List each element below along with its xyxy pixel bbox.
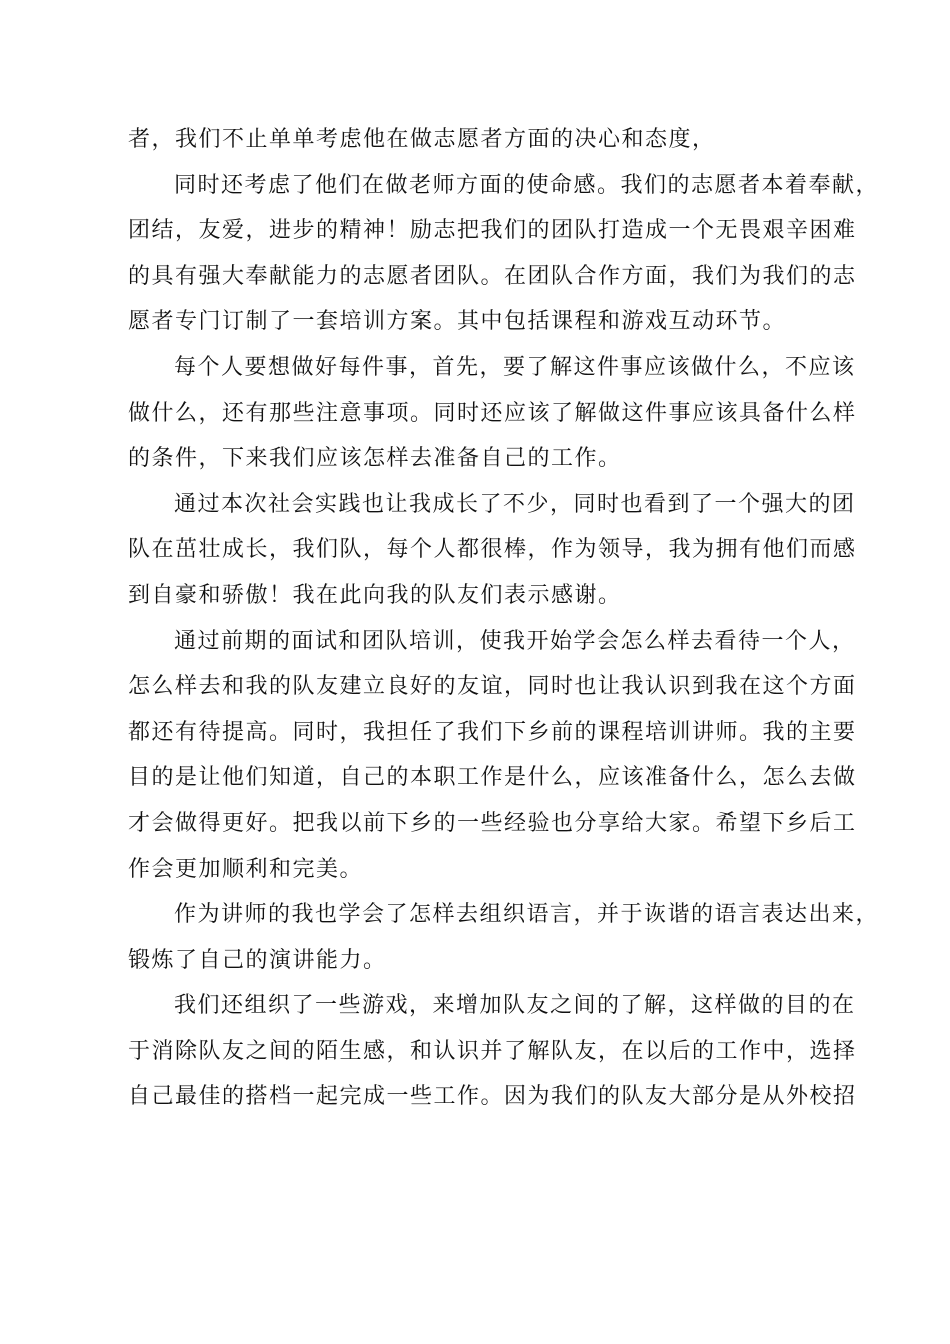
text-line-4: 的具有强大奉献能力的志愿者团队。在团队合作方面，我们为我们的志 <box>128 263 857 289</box>
text-line-3: 团结，友爱，进步的精神！励志把我们的团队打造成一个无畏艰辛困难 <box>128 218 857 244</box>
document-body <box>128 117 880 1120</box>
text-line-5: 愿者专门订制了一套培训方案。其中包括课程和游戏互动环节。 <box>128 309 787 335</box>
text-line-11: 到自豪和骄傲！我在此向我的队友们表示感谢。 <box>128 582 622 608</box>
text-line-1: 者，我们不止单单考虑他在做志愿者方面的决心和态度， <box>128 127 716 152</box>
text-line-8: 的条件，下来我们应该怎样去准备自己的工作。 <box>128 446 622 472</box>
text-line-17: 作会更加顺利和完美。 <box>128 856 364 882</box>
paragraph-start-line-2: 同时还考虑了他们在做老师方面的使命感。我们的志愿者本着奉献， <box>174 172 880 198</box>
text-line-15: 目的是让他们知道，自己的本职工作是什么，应该准备什么，怎么去做 <box>128 765 857 791</box>
text-line-13: 怎么样去和我的队友建立良好的友谊，同时也让我认识到我在这个方面 <box>128 674 857 700</box>
text-line-16: 才会做得更好。把我以前下乡的一些经验也分享给大家。希望下乡后工 <box>128 810 857 836</box>
paragraph-start-line-9: 通过本次社会实践也让我成长了不少，同时也看到了一个强大的团 <box>174 491 856 517</box>
text-line-19: 锻炼了自己的演讲能力。 <box>128 947 387 973</box>
paragraph-start-line-18: 作为讲师的我也学会了怎样去组织语言，并于诙谐的语言表达出来， <box>174 902 880 928</box>
text-line-14: 都还有待提高。同时，我担任了我们下乡前的课程培训讲师。我的主要 <box>128 719 857 745</box>
text-line-21: 于消除队友之间的陌生感，和认识并了解队友，在以后的工作中，选择 <box>128 1038 857 1064</box>
text-line-22: 自己最佳的搭档一起完成一些工作。因为我们的队友大部分是从外校招 <box>128 1084 857 1110</box>
paragraph-start-line-6: 每个人要想做好每件事，首先，要了解这件事应该做什么，不应该 <box>174 354 856 380</box>
text-line-7: 做什么，还有那些注意事项。同时还应该了解做这件事应该具备什么样 <box>128 400 857 426</box>
text-line-10: 队在茁壮成长，我们队，每个人都很棒，作为领导，我为拥有他们而感 <box>128 537 857 563</box>
paragraph-start-line-12: 通过前期的面试和团队培训，使我开始学会怎么样去看待一个人， <box>174 628 856 654</box>
paragraph-start-line-20: 我们还组织了一些游戏，来增加队友之间的了解，这样做的目的在 <box>174 993 856 1019</box>
